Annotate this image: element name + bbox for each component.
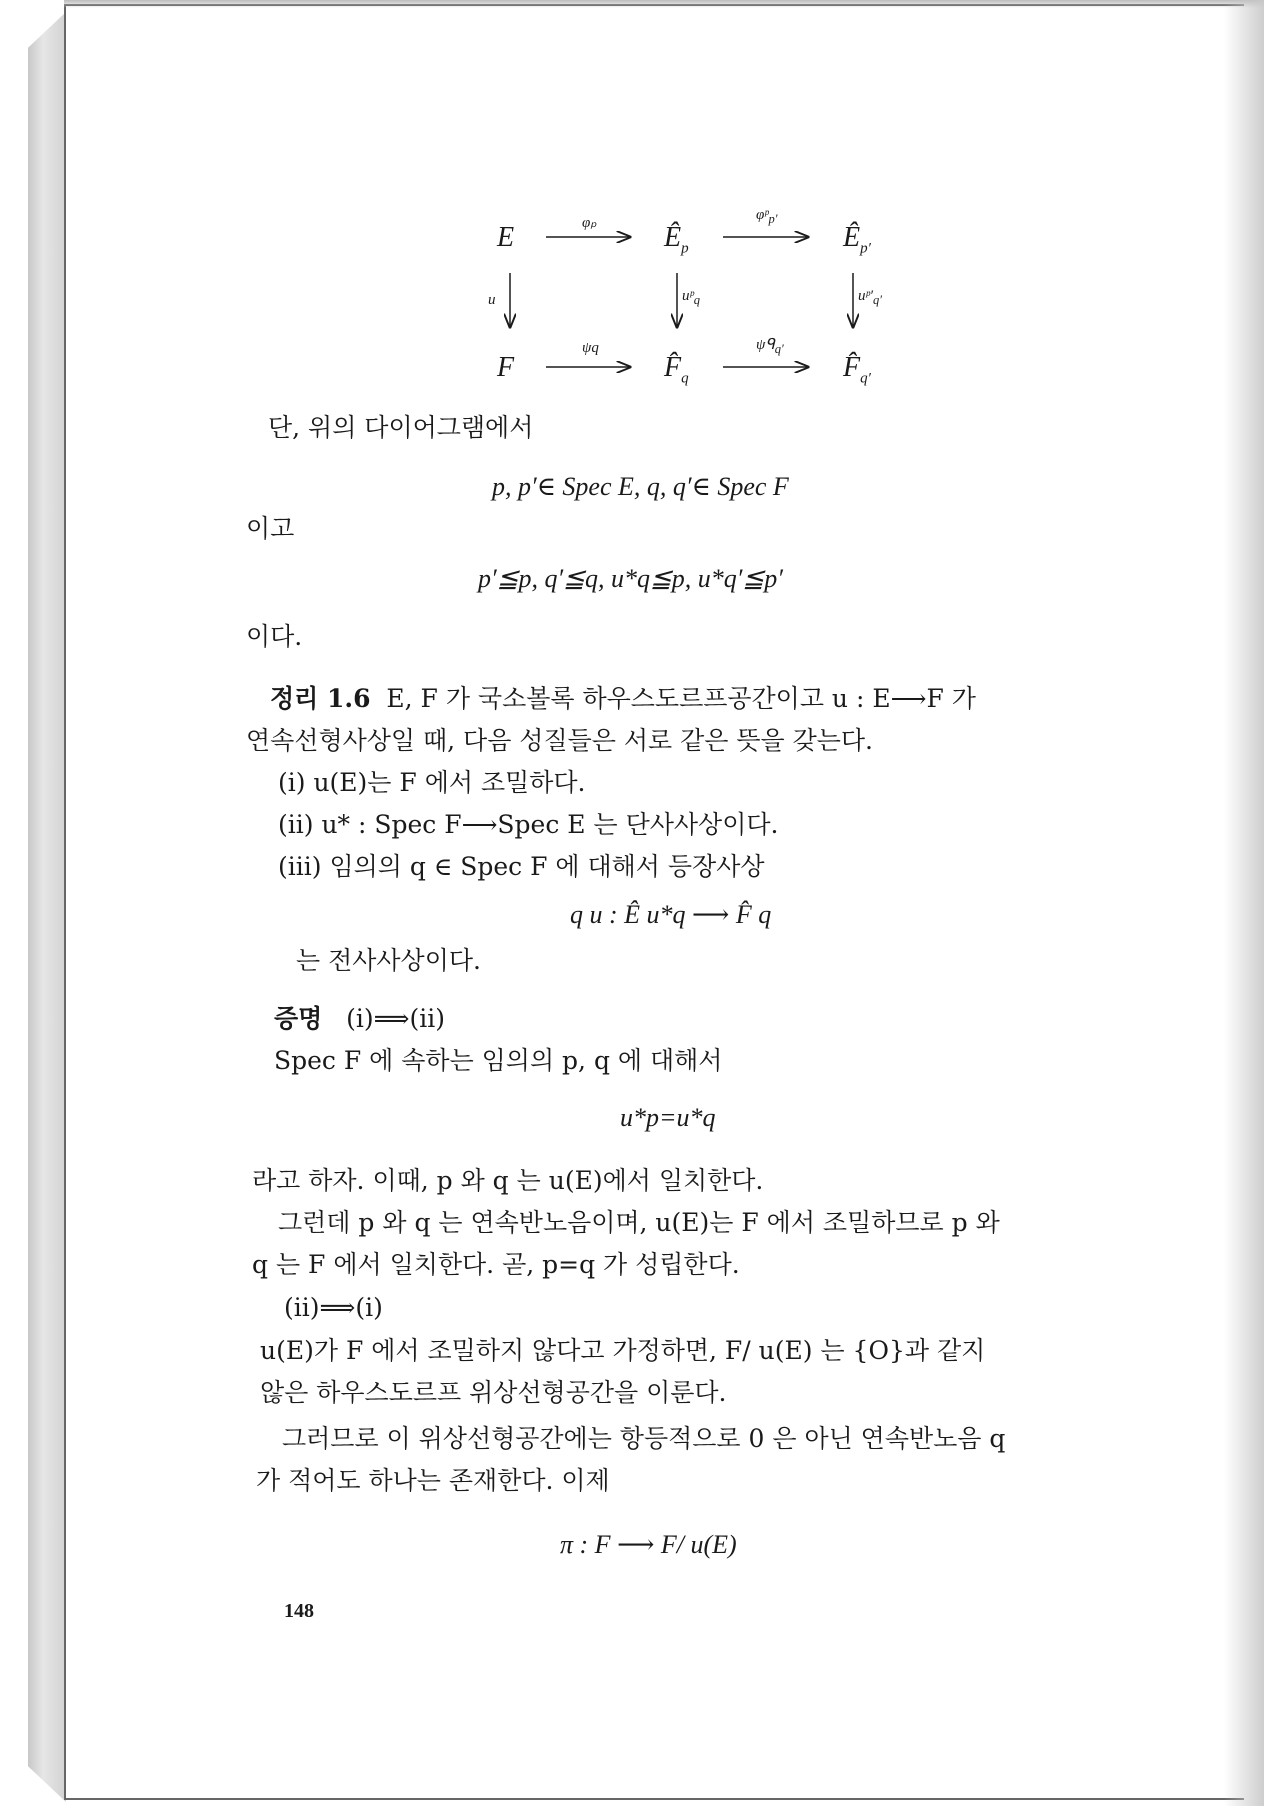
equation-equal-seminorms: u*p=u*q	[620, 1103, 716, 1132]
label-u-pp-qq-sub: q′	[873, 293, 883, 307]
node-E-hat-p-sub: p	[681, 240, 689, 257]
equation-quotient-map: π : F ⟶ F/ u(E)	[560, 1530, 737, 1559]
label-psi-q-qprime-sub: q′	[774, 342, 784, 356]
proof-line6: u(E)가 F 에서 조밀하지 않다고 가정하면, F/ u(E) 는 {O}과 같지	[260, 1336, 986, 1365]
node-F-hat-q-main: F̂	[664, 352, 682, 383]
theorem-item-iii: (iii) 임의의 q ∈ Spec F 에 대해서 등장사상	[278, 852, 765, 881]
equation-inequalities: p′≦p, q′≦q, u*q≦p, u*q′≦p′	[478, 564, 783, 593]
node-F-hat-q	[664, 352, 689, 388]
node-E-hat-pprime	[843, 222, 871, 258]
proof-line2: 라고 하자. 이때, p 와 q 는 u(E)에서 일치한다.	[252, 1166, 764, 1195]
text-line3: 이다.	[246, 622, 303, 651]
equation-isometry: q u : Ê u*q ⟶ F̂ q	[570, 900, 772, 929]
label-phi-p-pprime-main: φᵖ	[756, 207, 769, 223]
node-F-hat-q-sub: q	[681, 370, 689, 387]
label-u-pp-qq-main: uᵖ′	[858, 288, 874, 304]
proof-line7: 않은 하우스도르프 위상선형공간을 이룬다.	[260, 1378, 727, 1407]
node-E-hat-p-main: Ê	[664, 222, 682, 253]
proof-line9: 가 적어도 하나는 존재한다. 이제	[256, 1466, 610, 1495]
label-psi-q-qprime	[756, 335, 784, 357]
label-psi-q: ψq	[582, 340, 599, 356]
label-phi-p-pprime-sub: p′	[768, 212, 778, 226]
page-number: 148	[284, 1600, 314, 1622]
node-E: E	[497, 222, 515, 253]
proof-line4: q 는 F 에서 일치한다. 곧, p=q 가 성립한다.	[252, 1250, 740, 1279]
label-u-p-q-sub: q	[693, 293, 700, 307]
node-E-hat-pprime-main: Ê	[843, 222, 861, 253]
proof-direction-1: (i)⟹(ii)	[346, 1004, 445, 1033]
text-line2: 이고	[246, 514, 295, 543]
label-phi-p-pprime	[756, 207, 778, 227]
proof-label: 증명	[274, 1004, 323, 1033]
text-line1: 단, 위의 다이어그램에서	[268, 413, 534, 442]
node-F-hat-qprime-main: F̂	[843, 352, 861, 383]
node-F-hat-qprime	[843, 352, 871, 388]
proof-line8: 그러므로 이 위상선형공간에는 항등적으로 0 은 아닌 연속반노음 q	[282, 1424, 1006, 1453]
proof-direction-2: (ii)⟹(i)	[284, 1293, 383, 1322]
theorem-line1	[270, 684, 976, 714]
label-u: u	[488, 292, 496, 308]
proof-heading	[274, 1004, 445, 1034]
proof-line1: Spec F 에 속하는 임의의 p, q 에 대해서	[274, 1046, 723, 1075]
theorem-line2: 연속선형사상일 때, 다음 성질들은 서로 같은 뜻을 갖는다.	[246, 726, 873, 755]
theorem-label: 정리 1.6	[270, 684, 371, 713]
label-u-pp-qq	[858, 288, 882, 308]
node-F: F	[497, 352, 515, 383]
node-F-hat-qprime-sub: q′	[860, 370, 871, 387]
label-u-p-q	[682, 288, 700, 308]
label-psi-q-qprime-main: ψᑫ	[756, 337, 775, 353]
theorem-item-iii-end: 는 전사사상이다.	[296, 946, 481, 975]
theorem-item-ii: (ii) u* : Spec F⟶Spec E 는 단사사상이다.	[278, 810, 779, 839]
node-E-hat-pprime-sub: p′	[860, 240, 871, 257]
proof-line3: 그런데 p 와 q 는 연속반노음이며, u(E)는 F 에서 조밀하므로 p 와	[278, 1208, 1000, 1237]
label-u-p-q-main: uᵖ	[682, 288, 694, 304]
equation-spec-membership: p, p′∈ Spec E, q, q′∈ Spec F	[492, 472, 789, 501]
theorem-item-i: (i) u(E)는 F 에서 조밀하다.	[278, 768, 586, 797]
theorem-statement: E, F 가 국소볼록 하우스도르프공간이고 u : E⟶F 가	[386, 684, 976, 713]
node-E-hat-p	[664, 222, 689, 258]
label-phi-p: φₚ	[582, 215, 597, 231]
